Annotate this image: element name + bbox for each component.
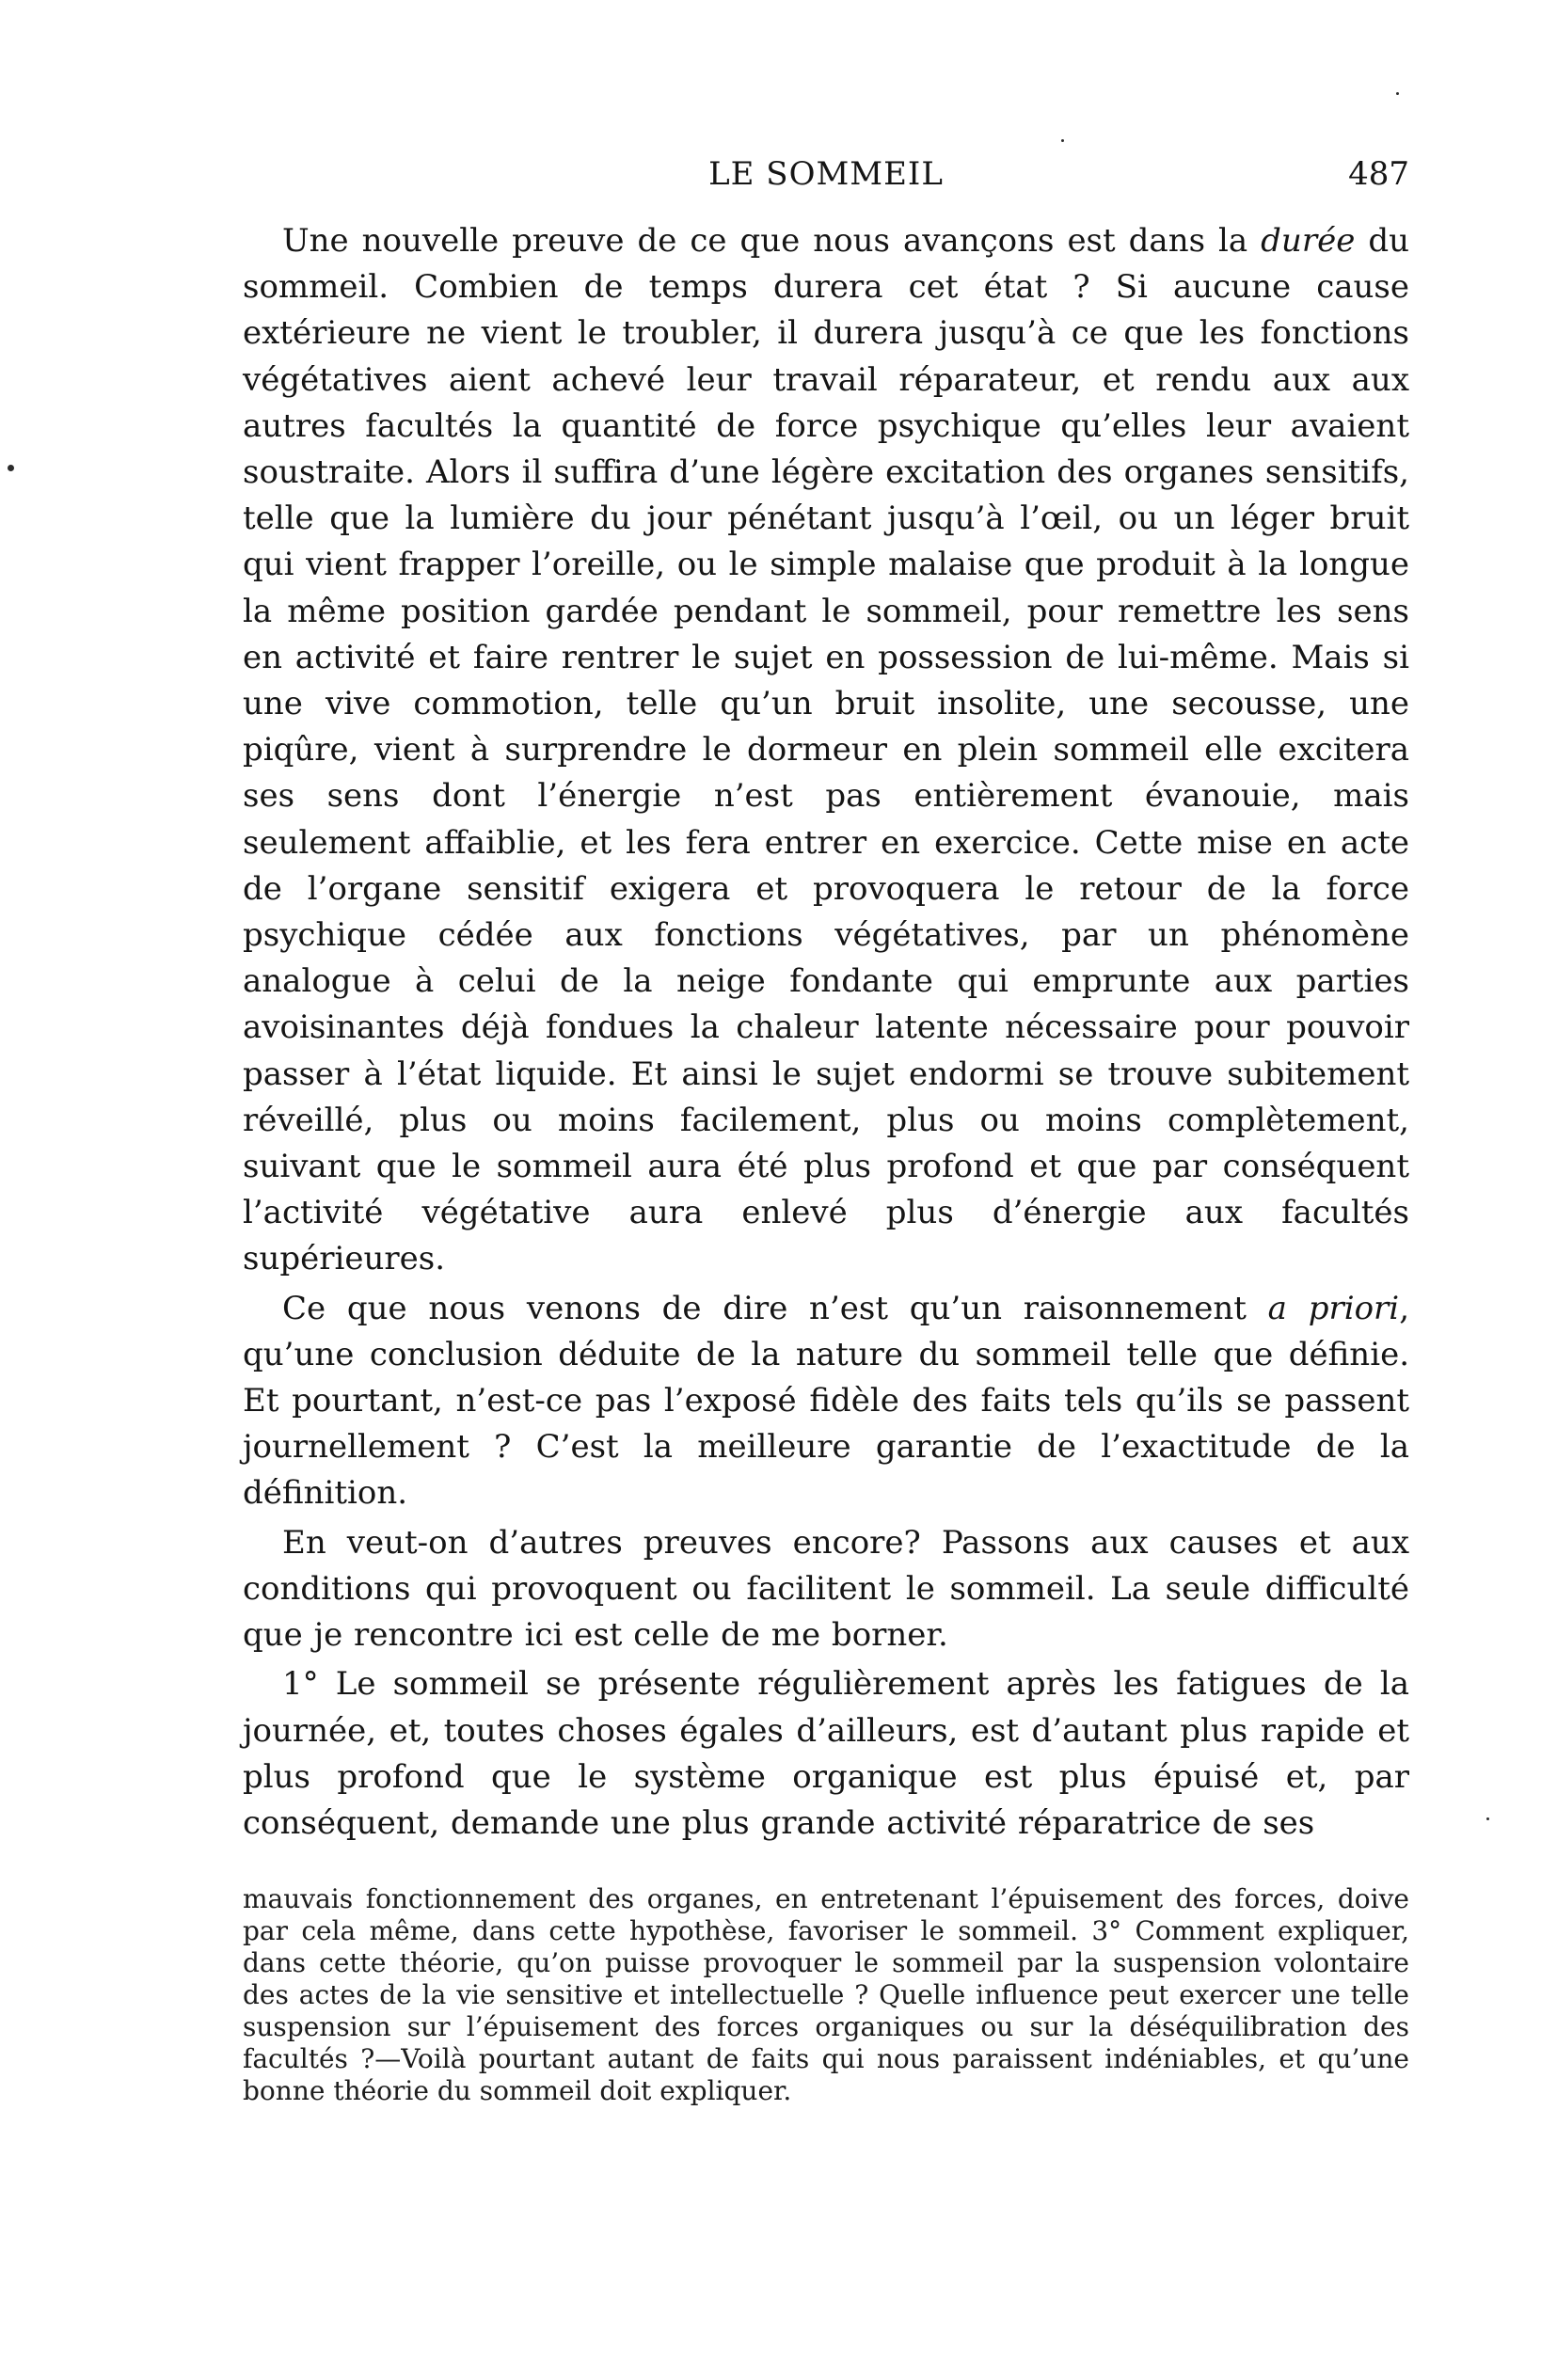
emphasis-duree: durée (1261, 222, 1356, 260)
footnote (243, 1883, 1409, 2107)
paragraph-duration (243, 218, 1409, 1283)
footnote-text: mauvais fonctionnement des organes, en entretenant l’épuisement des forces, doive par cela même, dans cette hypothèse, favoriser le sommeil. 3° Comment expliquer, dans cette théorie, qu’on puisse provoquer le sommeil par la suspension volontaire des actes de la vie sensitive et intellectuelle ? Quelle influence peut exercer une telle suspension sur l’épuisement des forces organiques ou sur la déséquilibration des facultés ?—Voilà pourtant autant de faits qui nous paraissent indéniables, et qu’une bonne théorie du sommeil doit expliquer. (243, 1883, 1409, 2106)
paragraph-fatigue: 1° Le sommeil se présente régulièrement après les fatigues de la journée, et, toutes choses égales d’ailleurs, est d’autant plus rapide et plus profond que le système organique est plus épuisé et, par conséquent, demande une plus grande activité réparatrice de ses (243, 1665, 1409, 1842)
main-text (243, 218, 1409, 1849)
emphasis-a-priori: a priori (1267, 1289, 1400, 1327)
paragraph-a-priori (243, 1286, 1409, 1517)
margin-speck (1486, 1817, 1489, 1820)
margin-speck (1396, 92, 1399, 95)
running-head (243, 151, 1409, 198)
paragraph-a-priori-rest: , qu’une conclusion déduite de la nature du sommeil telle que définie. Et pourtant, n’est-ce pas l’exposé fidèle des faits tels qu’ils se passent journellement ? C’est la meilleure garantie de l’exactitude de la définition. (243, 1289, 1409, 1513)
running-title: LE SOMMEIL (708, 155, 944, 193)
paragraph-duration-start: Une nouvelle preuve de ce que nous avançons est dans la (282, 222, 1262, 260)
margin-speck (1061, 139, 1064, 142)
paragraph-duration-rest: du sommeil. Combien de temps durera cet état ? Si aucune cause extérieure ne vient le troubler, il durera jusqu’à ce que les fonctions végétatives aient achevé leur travail réparateur, et rendu aux aux autres facultés la quantité de force psychique qu’elles leur avaient soustraite. Alors il suffira d’une légère excitation des organes sensitifs, telle que la lumière du jour pénétant jusqu’à l’œil, ou un léger bruit qui vient frapper l’oreille, ou le simple malaise que produit à la longue la même position gardée pendant le sommeil, pour remettre les sens en activité et faire rentrer le sujet en possession de lui-même. Mais si une vive commotion, telle qu’un bruit insolite, une secousse, une piqûre, vient à surprendre le dormeur en plein sommeil elle excitera ses sens dont l’énergie n’est pas entièrement évanouie, mais seulement affaiblie, et les fera entrer en exercice. Cette mise en acte de l’organe sensitif exigera et provoquera le retour de la force psychique cédée aux fonctions végétatives, par un phénomène analogue à celui de la neige fondante qui emprunte aux parties avoisinantes déjà fondues la chaleur latente nécessaire pour pouvoir passer à l’état liquide. Et ainsi le sujet endormi se trouve subitement réveillé, plus ou moins facilement, plus ou moins complètement, suivant que le sommeil aura été plus profond et que par conséquent l’activité végétative aura enlevé plus d’énergie aux facultés supérieures. (243, 222, 1409, 1278)
paragraph-a-priori-start: Ce que nous venons de dire n’est qu’un raisonnement (282, 1289, 1268, 1327)
page-number: 487 (1348, 155, 1409, 193)
paragraph-other-proofs: En veut-on d’autres preuves encore? Passons aux causes et aux conditions qui provoquent ou facilitent le sommeil. La seule difficulté que je rencontre ici est celle de me borner. (243, 1523, 1409, 1655)
margin-speck (8, 465, 14, 471)
